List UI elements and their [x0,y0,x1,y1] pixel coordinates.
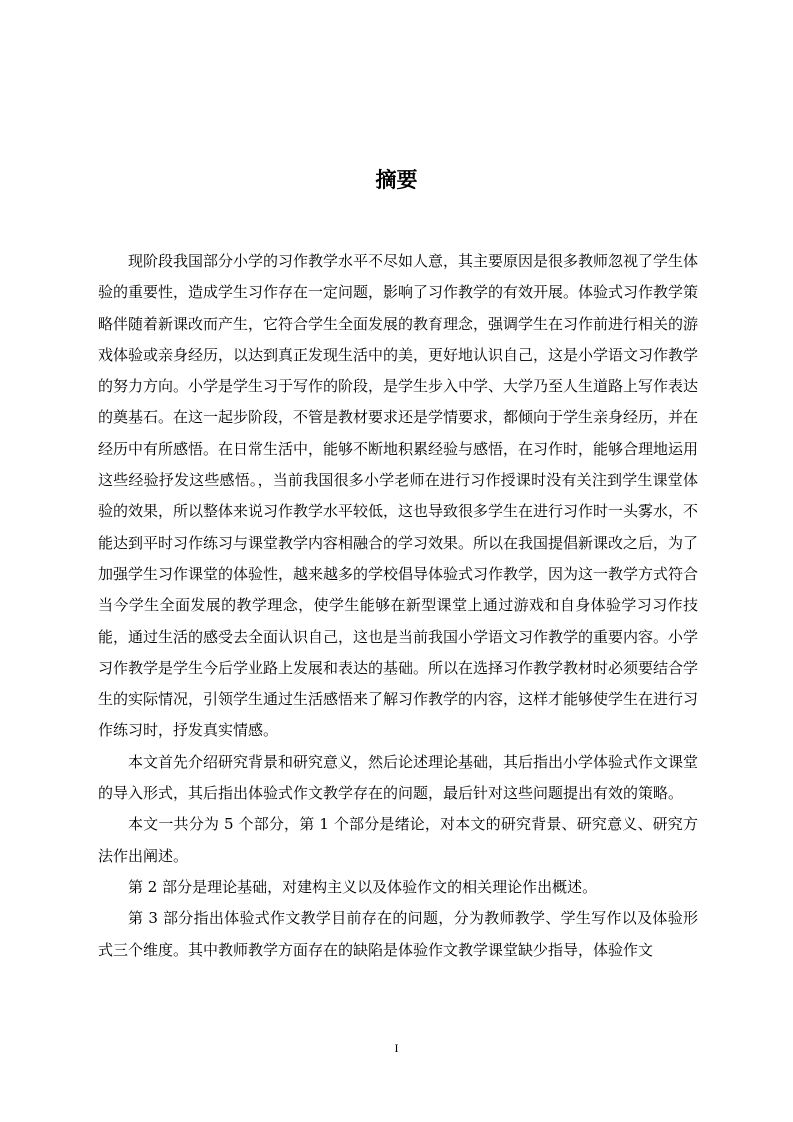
page-title: 摘要 [375,168,418,192]
paragraph-4: 第 2 部分是理论基础，对建构主义以及体验作文的相关理论作出概述。 [128,877,598,896]
paragraph-5: 第 3 部分指出体验式作文教学目前存在的问题，分为教师教学、学生写作以及体验形式三个维度。其中教师教学方面存在的缺陷是体验作文教学课堂缺少指导，体验作文 [98,909,698,959]
paragraph-3: 本文一共分为 5 个部分，第 1 个部分是绪论，对本文的研究背景、研究意义、研究方法作出阐述。 [98,815,698,865]
abstract-body [98,246,698,966]
paragraph-2: 本文首先介绍研究背景和研究意义，然后论述理论基础，其后指出小学体验式作文课堂的导入形式，其后指出体验式作文教学存在的问题，最后针对这些问题提出有效的策略。 [98,752,699,803]
paragraph-1: 现阶段我国部分小学的习作教学水平不尽如人意，其主要原因是很多教师忽视了学生体验的重要性，造成学生习作存在一定问题，影响了习作教学的有效开展。体验式习作教学策略伴随着新课改而产生，它符合学生全面发展的教育理念，强调学生在习作前进行相关的游戏体验或亲身经历，以达到真正发现生活中的美，更好地认识自己，这是小学语文习作教学的努力方向。小学是学生习于写作的阶段，是学生步入中学、大学乃至人生道路上写作表达的奠基石。在这一起步阶段，不管是教材要求还是学情要求，都倾向于学生亲身经历，并在经历中有所感悟。在日常生活中，能够不断地积累经验与感悟，在习作时，能够合理地运用这些经验抒发这些感悟。，当前我国很多小学老师在进行习作授课时没有关注到学生课堂体验的效果，所以整体来说习作教学水平较低，这也导致很多学生在进行习作时一头雾水，不能达到平时习作练习与课堂教学内容相融合的学习效果。所以在我国提倡新课改之后，为了加强学生习作课堂的体验性，越来越多的学校倡导体验式习作教学，因为这一教学方式符合当今学生全面发展的教学理念，使学生能够在新型课堂上通过游戏和自身体验学习习作技能，通过生活的感受去全面认识自己，这也是当前我国小学语文习作教学的重要内容。小学习作教学是学生今后学业路上发展和表达的基础。所以在选择习作教学教材时必须要结合学生的实际情况，引领学生通过生活感悟来了解习作教学的内容，这样才能够使学生在进行习作练习时，抒发真实情感。 [98,252,699,740]
page-number: I [394,1041,399,1055]
